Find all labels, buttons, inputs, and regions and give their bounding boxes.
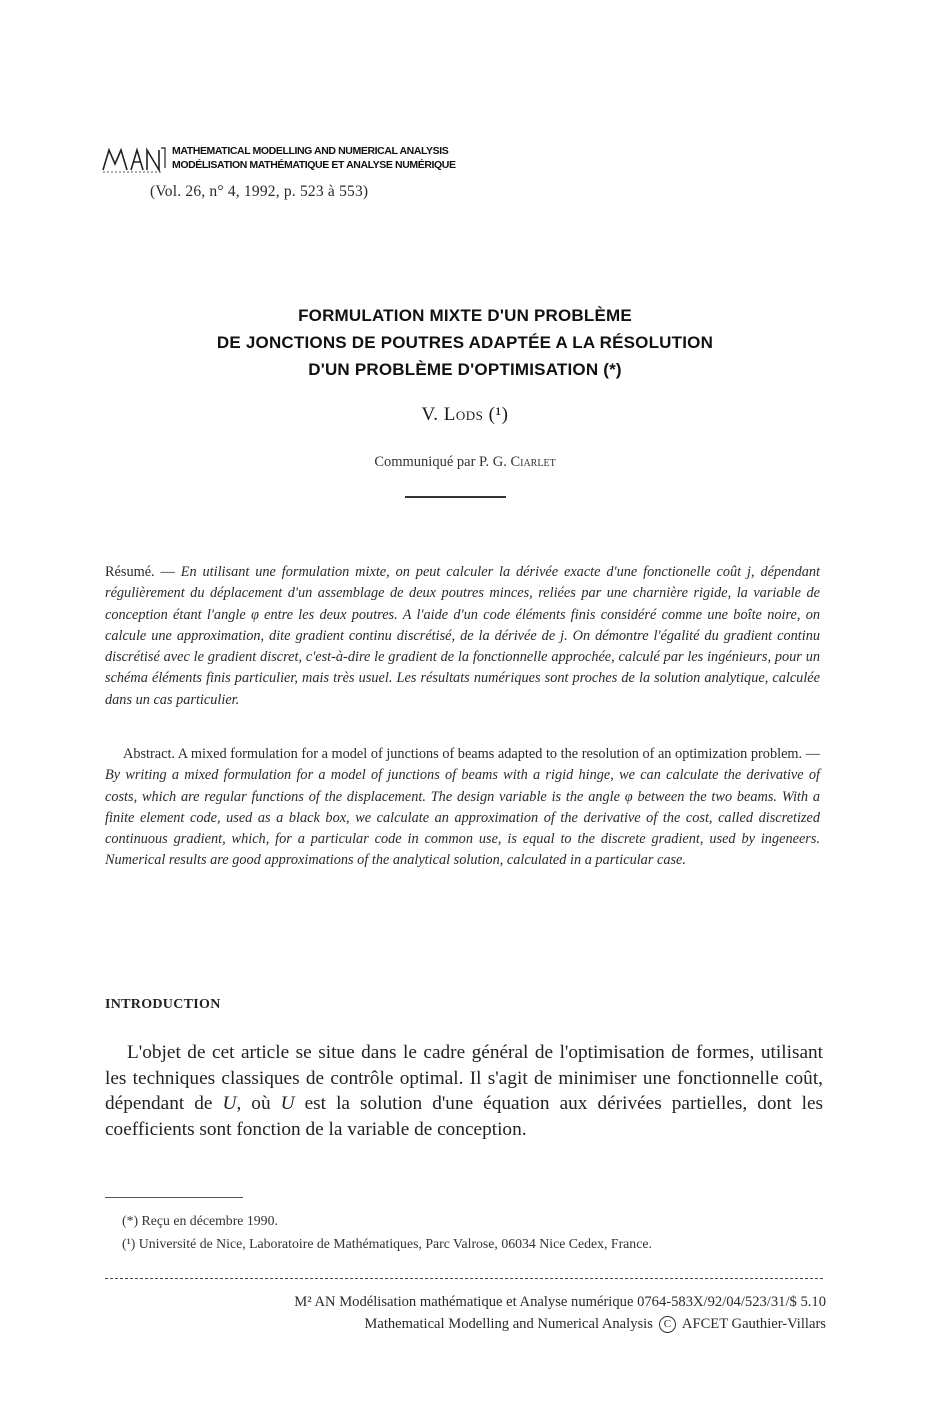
author-initial: V. xyxy=(421,404,439,425)
intro-text-3: est la solution d'une équation aux dérivées partielles, dont les coefficients sont fonction de la variable de conception. xyxy=(105,1093,824,1140)
author-name: Lods xyxy=(443,404,484,425)
communicated-prefix: Communiqué par P. G. xyxy=(374,454,507,470)
author xyxy=(0,404,930,426)
copyright-icon: C xyxy=(659,1316,676,1333)
intro-text-1: L'objet de cet article se situe dans le cadre général de l'optimisation de formes, utilisant les techniques classiques de contrôle optimal. Il s'agit de minimiser une fonctionnelle coût, dépendant de xyxy=(105,1042,823,1114)
paper-title xyxy=(100,302,830,383)
title-line-1: FORMULATION MIXTE D'UN PROBLÈME xyxy=(298,306,632,325)
intro-var-u-2: U xyxy=(280,1093,295,1114)
abstract-paragraph xyxy=(105,744,820,872)
title-line-3: D'UN PROBLÈME D'OPTIMISATION (*) xyxy=(308,360,622,379)
resume-label: Résumé. xyxy=(105,564,155,580)
intro-var-u: U xyxy=(222,1093,237,1114)
journal-name-fr: MODÉLISATION MATHÉMATIQUE ET ANALYSE NUMÉRIQUE xyxy=(172,159,456,171)
intro-text-2: , où xyxy=(236,1093,281,1114)
footer-publisher: AFCET Gauthier-Villars xyxy=(681,1316,826,1332)
resume-dash: — xyxy=(154,564,181,580)
title-line-2: DE JONCTIONS DE POUTRES ADAPTÉE A LA RÉSOLUTION xyxy=(216,333,714,352)
footer-line-1: M² AN Modélisation mathématique et Analyse numérique 0764-583X/92/04/523/31/$ 5.10 xyxy=(294,1294,826,1310)
abstract-dash: — xyxy=(802,746,821,762)
communicated-by xyxy=(0,454,930,471)
volume-info: (Vol. 26, n° 4, 1992, p. 523 à 553) xyxy=(150,183,369,200)
abstract-lead: Abstract. A mixed formulation for a model of junctions of beams adapted to the resolution of an optimization problem. xyxy=(123,746,803,762)
footnote-received: (*) Reçu en décembre 1990. xyxy=(122,1213,278,1228)
title-separator xyxy=(405,496,506,498)
footnote-affiliation: (¹) Université de Nice, Laboratoire de Mathématiques, Parc Valrose, 06034 Nice Cedex, France. xyxy=(122,1236,652,1251)
resume-paragraph xyxy=(105,562,820,711)
section-heading: INTRODUCTION xyxy=(105,997,221,1012)
journal-name-en: MATHEMATICAL MODELLING AND NUMERICAL ANALYSIS xyxy=(172,145,449,157)
journal-name xyxy=(172,144,456,172)
author-footnote-mark: (¹) xyxy=(483,404,509,425)
footer-rule xyxy=(105,1278,823,1279)
footnote-rule xyxy=(105,1197,243,1198)
journal-logo xyxy=(101,144,167,174)
footer-journal: Mathematical Modelling and Numerical Analysis xyxy=(364,1316,653,1332)
communicated-name: Ciarlet xyxy=(510,454,556,470)
resume-text: En utilisant une formulation mixte, on peut calculer la dérivée exacte d'une fonctionelle coût j, dépendant régulièrement du déplacement d'un assemblage de deux poutres minces, reliées par une charnière rigide, la variable de conception étant l'angle φ entre les deux poutres. A l'aide d'un code éléments finis considéré comme une boîte noire, on calcule une approximation, dite gradient continu discrétisé, de la dérivée de j. On démontre l'égalité du gradient continu discrétisé avec le gradient discret, c'est-à-dire le gradient de la fonctionnelle approchée, calculé par les ingénieurs, pour un schéma éléments finis particulier, mais très usuel. Les résultats numériques sont proches de la solution analytique, calculée dans un cas particulier. xyxy=(105,564,820,708)
introduction-paragraph xyxy=(105,1040,823,1142)
abstract-text: By writing a mixed formulation for a model of junctions of beams with a rigid hinge, we can calculate the derivative of costs, which are regular functions of the displacement. The design variable is the angle φ between the two beams. With a finite element code, used as a black box, we calculate an approximation of the derivative of the cost, called discretized continuous gradient, which, for a particular code in common use, is equal to the discrete gradient, used by ingeneers. Numerical results are good approximations of the analytical solution, calculated in a particular case. xyxy=(105,767,820,869)
footer-line-2 xyxy=(114,1316,826,1333)
